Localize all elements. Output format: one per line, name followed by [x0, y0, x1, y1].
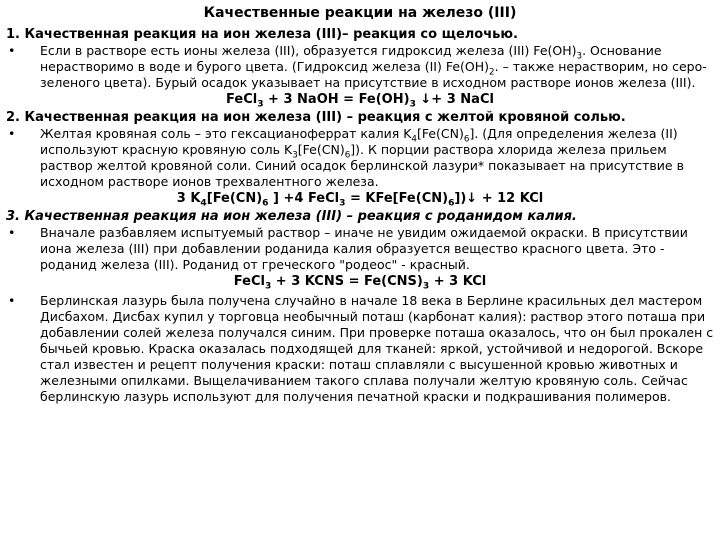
bullet-marker: •: [8, 225, 16, 240]
section-1-bullet: • Если в растворе есть ионы железа (III), образуется гидроксид железа (III) $Fe(OH)_3$. Основание нерастворимо в воде и бурого цвета. (Гидроксид железа (II) $Fe(OH)_2$. – также нерастворим, но серо-зеленого цвета). Бурый осадок указывает на присутствие в исходном растворе ионов железа (III).: [8, 43, 707, 90]
berlin-blue-history-bullet: • Берлинская лазурь была получена случайно в начале 18 века в Берлине красильных дел мастером Дисбахом. Дисбах купил у торговца необычный поташ (карбонат калия): раствор этого поташа при добавлении солей железа получался синим. При проверке поташа оказалось, что он был прокален с бычьей кровью. Краска оказалась подходящей для тканей: яркой, устойчивой и недорогой. Вскоре стал известен и рецепт получения краски: поташ сплавляли с высушенной кровью животных и железными опилками. Выщелачиванием такого сплава получали желтую кровяную соль. Сейчас берлинскую лазурь используют для получения печатной краски и подкрашивания полимеров.: [8, 293, 714, 404]
bullet-marker: •: [8, 126, 16, 141]
equation-1: FeCl$_3$ + 3 NaOH = $Fe(OH)_3$ ↓+ 3 NaCl: [226, 92, 494, 110]
page-title: Качественные реакции на железо (III): [203, 5, 517, 21]
section-2-heading: 2. Качественная реакция на ион железа (III) – реакция с желтой кровяной солью.: [6, 110, 626, 125]
equation-2: 3 $K_4[Fe(CN)_6$ ] +4 FeCl$_3$ = $KFe[Fe(CN)_6])↓ + 12$ KCl: [176, 191, 544, 209]
section-1-heading: 1. Качественная реакция на ион железа (III)– реакция со щелочью.: [6, 27, 518, 42]
bullet-marker: •: [8, 293, 16, 308]
section-3-heading: 3. Качественная реакция на ион железа (III) – реакция с роданидом калия.: [6, 209, 577, 224]
section-3-bullet: • Вначале разбавляем испытуемый раствор – иначе не увидим ожидаемой окраски. В присутствии иона железа (III) при добавлении роданида калия образуется вещество красного цвета. Это ‐ роданид железа (III). Роданид от греческого "родеос" - красный.: [8, 225, 688, 272]
equation-3: FeCl$_3$ + 3 KCNS = $Fe(CNS)_3 + 3$ KCl: [233, 274, 487, 292]
section-2-bullet: • Желтая кровяная соль – это гексацианоферрат калия $K_4[Fe(CN)_6]$. (Для определения железа (II) используют красную кровяную соль $K_3[Fe(CN)_6]$). К порции раствора хлорида железа прильем раствор желтой кровяной соли. Синий осадок берлинской лазури* показывает на присутствие в исходном растворе ионов трехвалентного железа.: [8, 126, 684, 189]
bullet-marker: •: [8, 43, 16, 58]
